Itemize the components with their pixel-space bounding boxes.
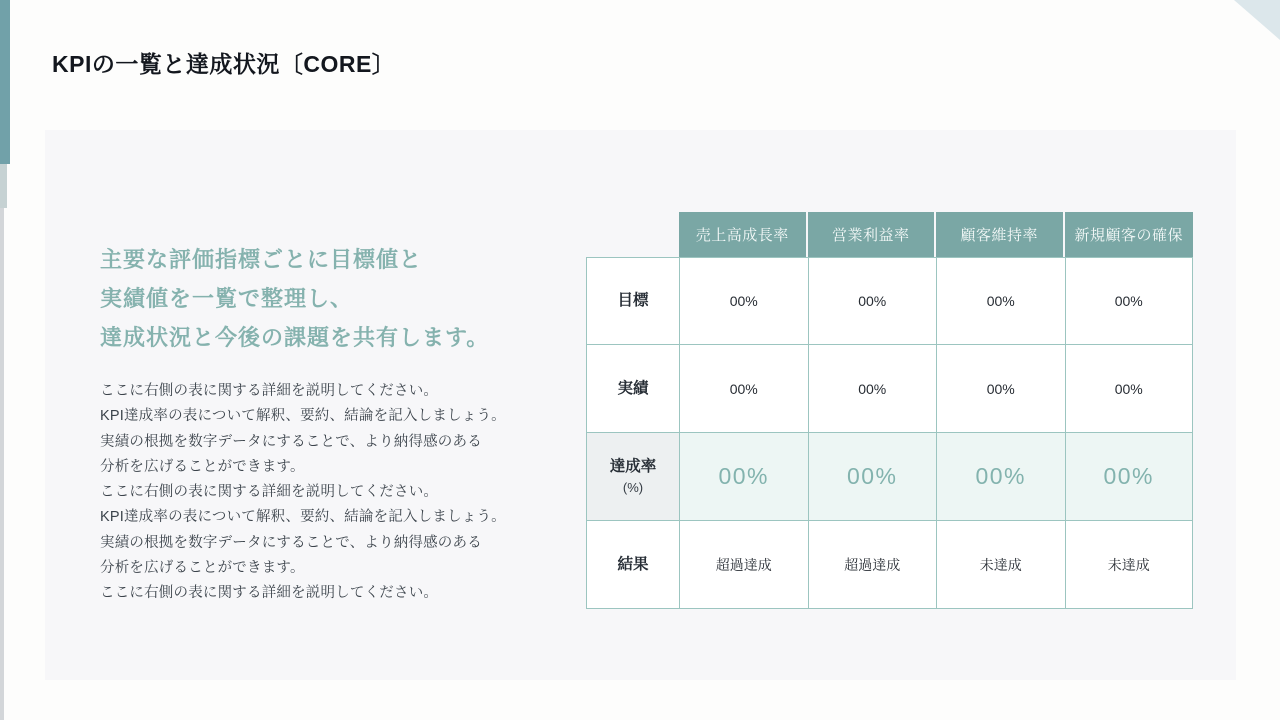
lead-body-line: 分析を広げることができます。 [100,560,305,577]
table-value-highlight: 00% [679,433,808,521]
lead-body [100,379,570,607]
row-label-text: 達成率 [609,458,657,476]
table-value: 00% [936,257,1065,345]
table-value: 00% [808,257,937,345]
table-value: 超過達成 [679,521,808,609]
table-value: 超過達成 [808,521,937,609]
column-header-sales-growth: 売上高成長率 [679,212,808,257]
table-value: 00% [1065,257,1194,345]
lead-body-line: ここに右側の表に関する詳細を説明してください。 [100,383,439,399]
row-label-sublabel: (%) [622,480,644,496]
row-label-result: 結果 [586,521,679,609]
lead-body-line: KPI達成率の表について解釈、要約、結論を記入しましょう。 [100,509,506,526]
lead-heading [100,240,570,357]
lead-heading-line: 主要な評価指標ごとに目標値と [100,247,423,272]
table-value-highlight: 00% [936,433,1065,521]
lead-body-line: 実績の根拠を数字データにすることで、より納得感のある [100,433,482,450]
table-value: 未達成 [1065,521,1194,609]
table-value-highlight: 00% [808,433,937,521]
row-label-target: 目標 [586,257,679,345]
table-value: 00% [679,345,808,433]
row-label-actual: 実績 [586,345,679,433]
kpi-table [586,212,1193,609]
corner-triangle [1234,0,1280,40]
slide-title: KPIの一覧と達成状況〔CORE〕 [52,51,396,77]
lead-heading-line: 達成状況と今後の課題を共有します。 [100,325,490,350]
table-value: 未達成 [936,521,1065,609]
column-header-operating-margin: 営業利益率 [808,212,937,257]
left-mid-strip [0,164,7,208]
left-teal-band [0,0,10,164]
table-value: 00% [808,345,937,433]
table-value: 00% [1065,345,1194,433]
table-corner-cell [586,212,679,257]
lead-heading-line: 実績値を一覧で整理し、 [100,286,354,311]
lead-body-line: 実績の根拠を数字データにすることで、より納得感のある [100,534,482,551]
table-value-highlight: 00% [1065,433,1194,521]
left-thin-strip [0,208,4,720]
lead-body-line: KPI達成率の表について解釈、要約、結論を記入しましょう。 [100,408,506,425]
lead-body-line: ここに右側の表に関する詳細を説明してください。 [100,585,439,602]
content-card [45,130,1236,680]
row-label-achievement-rate [586,433,679,521]
table-value: 00% [936,345,1065,433]
column-header-retention: 顧客維持率 [936,212,1065,257]
lead-body-line: ここに右側の表に関する詳細を説明してください。 [100,484,439,501]
column-header-new-customers: 新規顧客の確保 [1065,212,1194,257]
table-value: 00% [679,257,808,345]
lead-body-line: 分析を広げることができます。 [100,458,305,475]
